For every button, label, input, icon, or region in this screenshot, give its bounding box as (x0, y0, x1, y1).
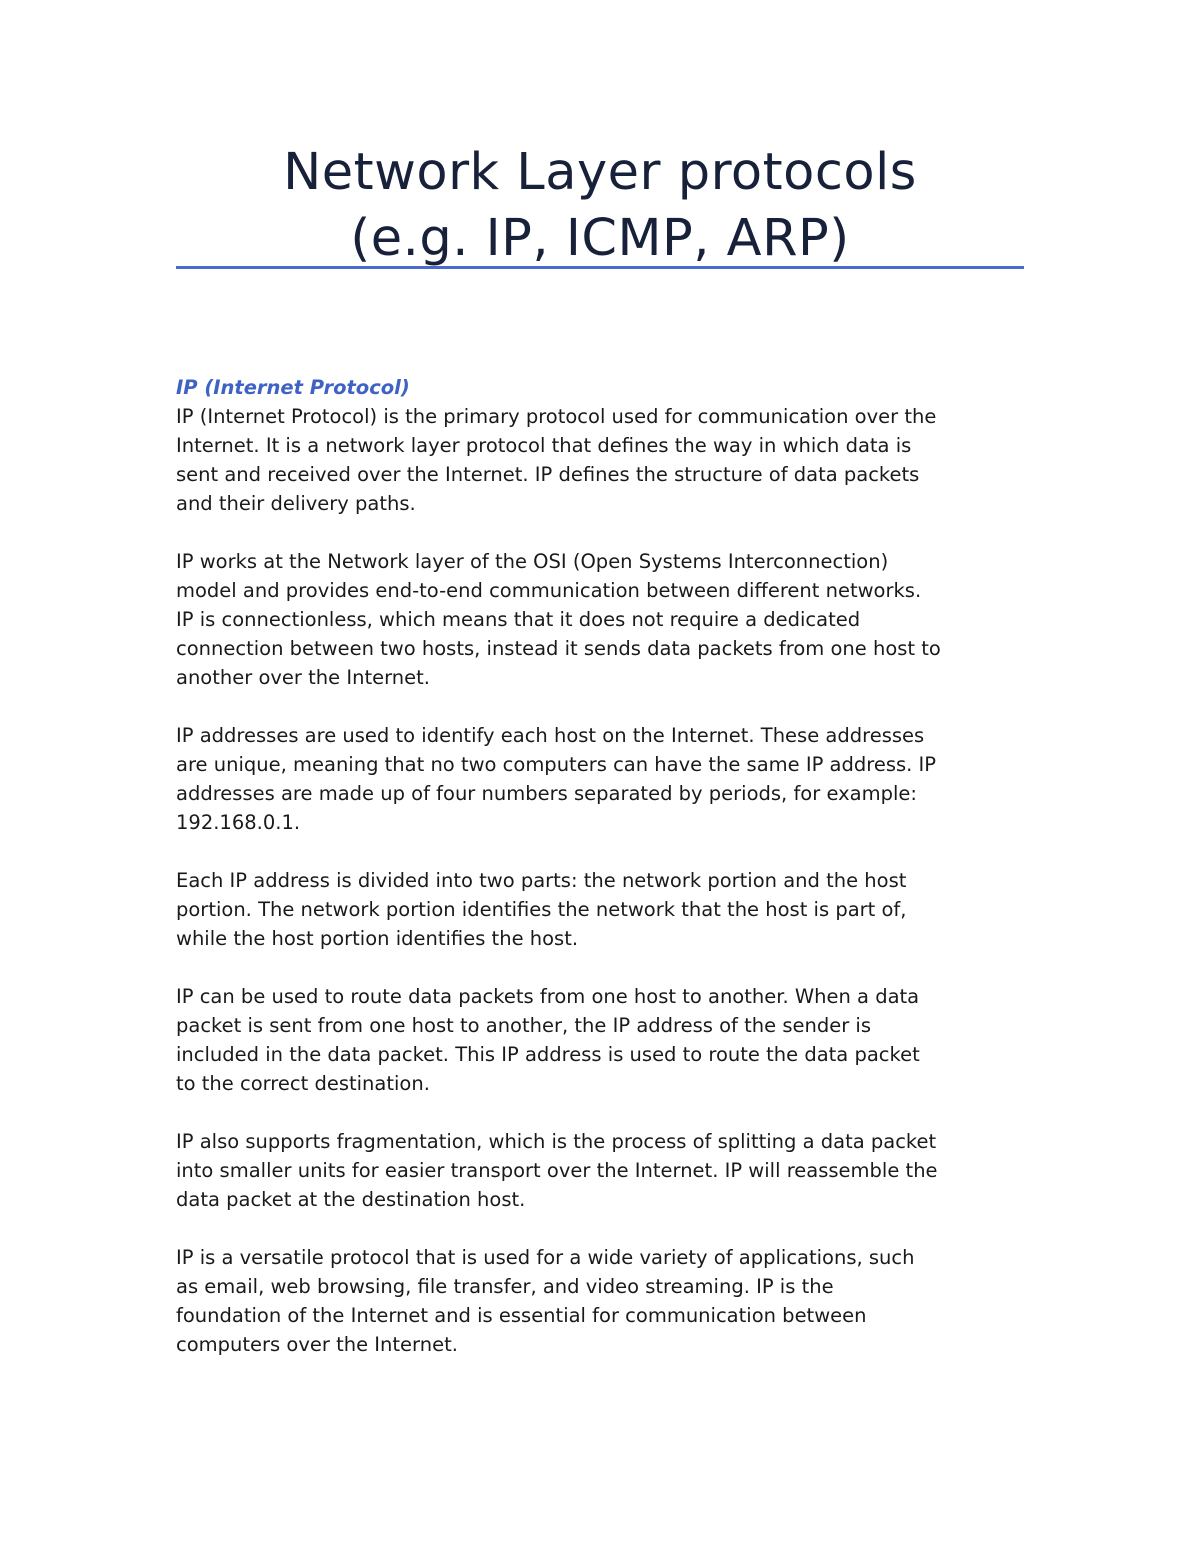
paragraph-line: are unique, meaning that no two computers can have the same IP address. IP (176, 753, 937, 776)
page-title (176, 140, 1024, 272)
paragraph-line: Internet. It is a network layer protocol that defines the way in which data is (176, 434, 912, 457)
paragraph-line: addresses are made up of four numbers separated by periods, for example: (176, 782, 917, 805)
paragraph-line: IP is connectionless, which means that it does not require a dedicated (176, 608, 861, 631)
paragraph-1 (176, 402, 1036, 518)
section-heading: IP (Internet Protocol) (176, 376, 410, 399)
paragraph-line: 192.168.0.1. (176, 811, 301, 834)
paragraph-line: IP works at the Network layer of the OSI (Open Systems Interconnection) (176, 550, 889, 573)
paragraph-line: and their delivery paths. (176, 492, 416, 515)
paragraph-line: IP can be used to route data packets from one host to another. When a data (176, 985, 920, 1008)
paragraph-line: IP (Internet Protocol) is the primary protocol used for communication over the (176, 405, 937, 428)
paragraph-line: sent and received over the Internet. IP defines the structure of data packets (176, 463, 920, 486)
paragraph-6 (176, 1127, 1036, 1214)
paragraph-line: as email, web browsing, file transfer, and video streaming. IP is the (176, 1275, 834, 1298)
paragraph-line: foundation of the Internet and is essential for communication between (176, 1304, 867, 1327)
paragraph-line: into smaller units for easier transport over the Internet. IP will reassemble the (176, 1159, 938, 1182)
paragraph-5 (176, 982, 1036, 1098)
paragraph-3 (176, 721, 1036, 837)
paragraph-line: IP also supports fragmentation, which is the process of splitting a data packet (176, 1130, 937, 1153)
paragraph-2 (176, 547, 1036, 692)
paragraph-line: while the host portion identifies the host. (176, 927, 579, 950)
paragraph-line: packet is sent from one host to another, the IP address of the sender is (176, 1014, 872, 1037)
paragraph-line: portion. The network portion identifies the network that the host is part of, (176, 898, 907, 921)
paragraph-line: data packet at the destination host. (176, 1188, 526, 1211)
paragraph-line: Each IP address is divided into two parts: the network portion and the host (176, 869, 907, 892)
paragraph-line: IP addresses are used to identify each host on the Internet. These addresses (176, 724, 925, 747)
paragraph-line: computers over the Internet. (176, 1333, 458, 1356)
title-line-1: Network Layer protocols (283, 143, 917, 202)
paragraph-line: included in the data packet. This IP address is used to route the data packet (176, 1043, 920, 1066)
paragraph-4 (176, 866, 1036, 953)
title-underline-rule (176, 266, 1024, 269)
title-line-2: (e.g. IP, ICMP, ARP) (350, 209, 850, 268)
paragraph-line: to the correct destination. (176, 1072, 430, 1095)
paragraph-line: model and provides end-to-end communication between different networks. (176, 579, 922, 602)
paragraph-line: IP is a versatile protocol that is used for a wide variety of applications, such (176, 1246, 915, 1269)
document-body (176, 373, 1036, 1388)
paragraph-7 (176, 1243, 1036, 1359)
paragraph-line: connection between two hosts, instead it sends data packets from one host to (176, 637, 941, 660)
paragraph-line: another over the Internet. (176, 666, 430, 689)
